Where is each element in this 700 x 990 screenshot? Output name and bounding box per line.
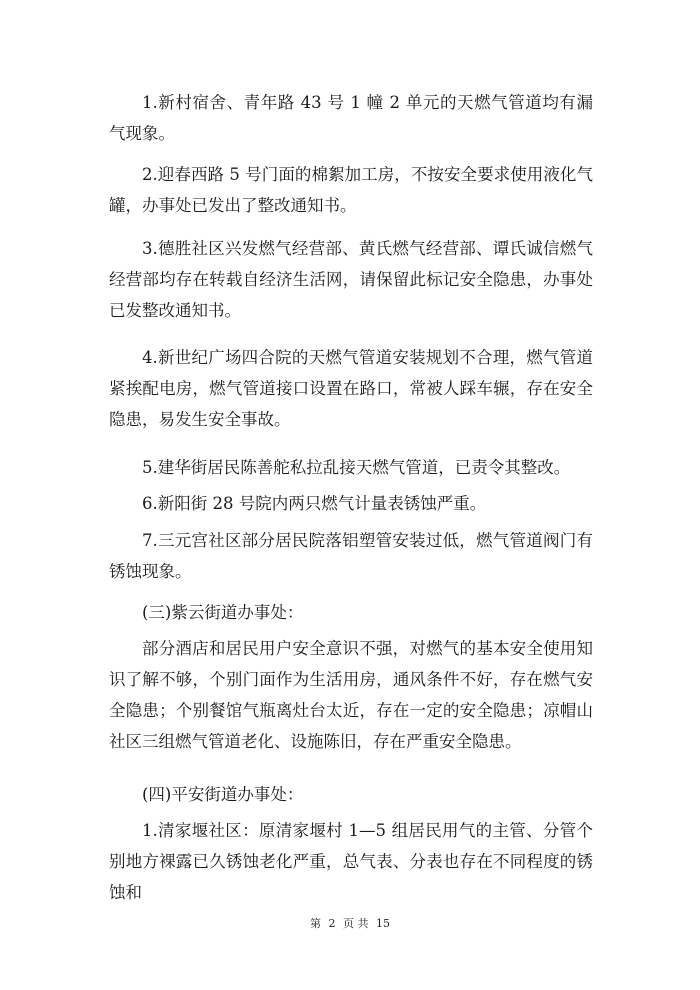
footer-middle: 页 共 (343, 917, 369, 930)
section-heading-3: (三)紫云街道办事处： (142, 603, 304, 622)
paragraph-1: 1.新村宿舍、青年路 43 号 1 幢 2 单元的天燃气管道均有漏气现象。 (109, 93, 593, 143)
paragraph-7: 7.三元宫社区部分居民院落铝塑管安装过低，燃气管道阀门有锈蚀现象。 (109, 531, 593, 581)
paragraph-5: 5.建华街居民陈善舵私拉乱接天燃气管道，已责令其整改。 (142, 458, 571, 477)
footer-page-number: 2 (328, 917, 336, 930)
footer-prefix: 第 (310, 917, 321, 930)
paragraph-2: 2.迎春西路 5 号门面的棉絮加工房，不按安全要求使用液化气罐，办事处已发出了整改通知书。 (109, 165, 593, 215)
paragraph-6: 6.新阳街 28 号院内两只燃气计量表锈蚀严重。 (142, 494, 487, 513)
paragraph-3: 3.德胜社区兴发燃气经营部、黄氏燃气经营部、谭氏诚信燃气经营部均存在转载自经济生活网，请保留此标记安全隐患，办事处已发整改通知书。 (109, 239, 593, 320)
section-heading-4: (四)平安街道办事处： (142, 785, 304, 804)
page-footer (0, 917, 700, 931)
paragraph-8: 部分酒店和居民用户安全意识不强，对燃气的基本安全使用知识了解不够，个别门面作为生活用房，通风条件不好，存在燃气安全隐患；个别餐馆气瓶离灶台太近，存在一定的安全隐患；凉帽山社区三组燃气管道老化、设施陈旧，存在严重安全隐患。 (109, 639, 593, 751)
footer-total-pages: 15 (376, 917, 390, 930)
paragraph-9: 1.清家堰社区：原清家堰村 1—5 组居民用气的主管、分管个别地方裸露已久锈蚀老化严重，总气表、分表也存在不同程度的锈蚀和 (109, 821, 593, 902)
paragraph-4: 4.新世纪广场四合院的天燃气管道安装规划不合理，燃气管道紧挨配电房，燃气管道接口设置在路口，常被人踩车辗，存在安全隐患，易发生安全事故。 (109, 348, 593, 429)
